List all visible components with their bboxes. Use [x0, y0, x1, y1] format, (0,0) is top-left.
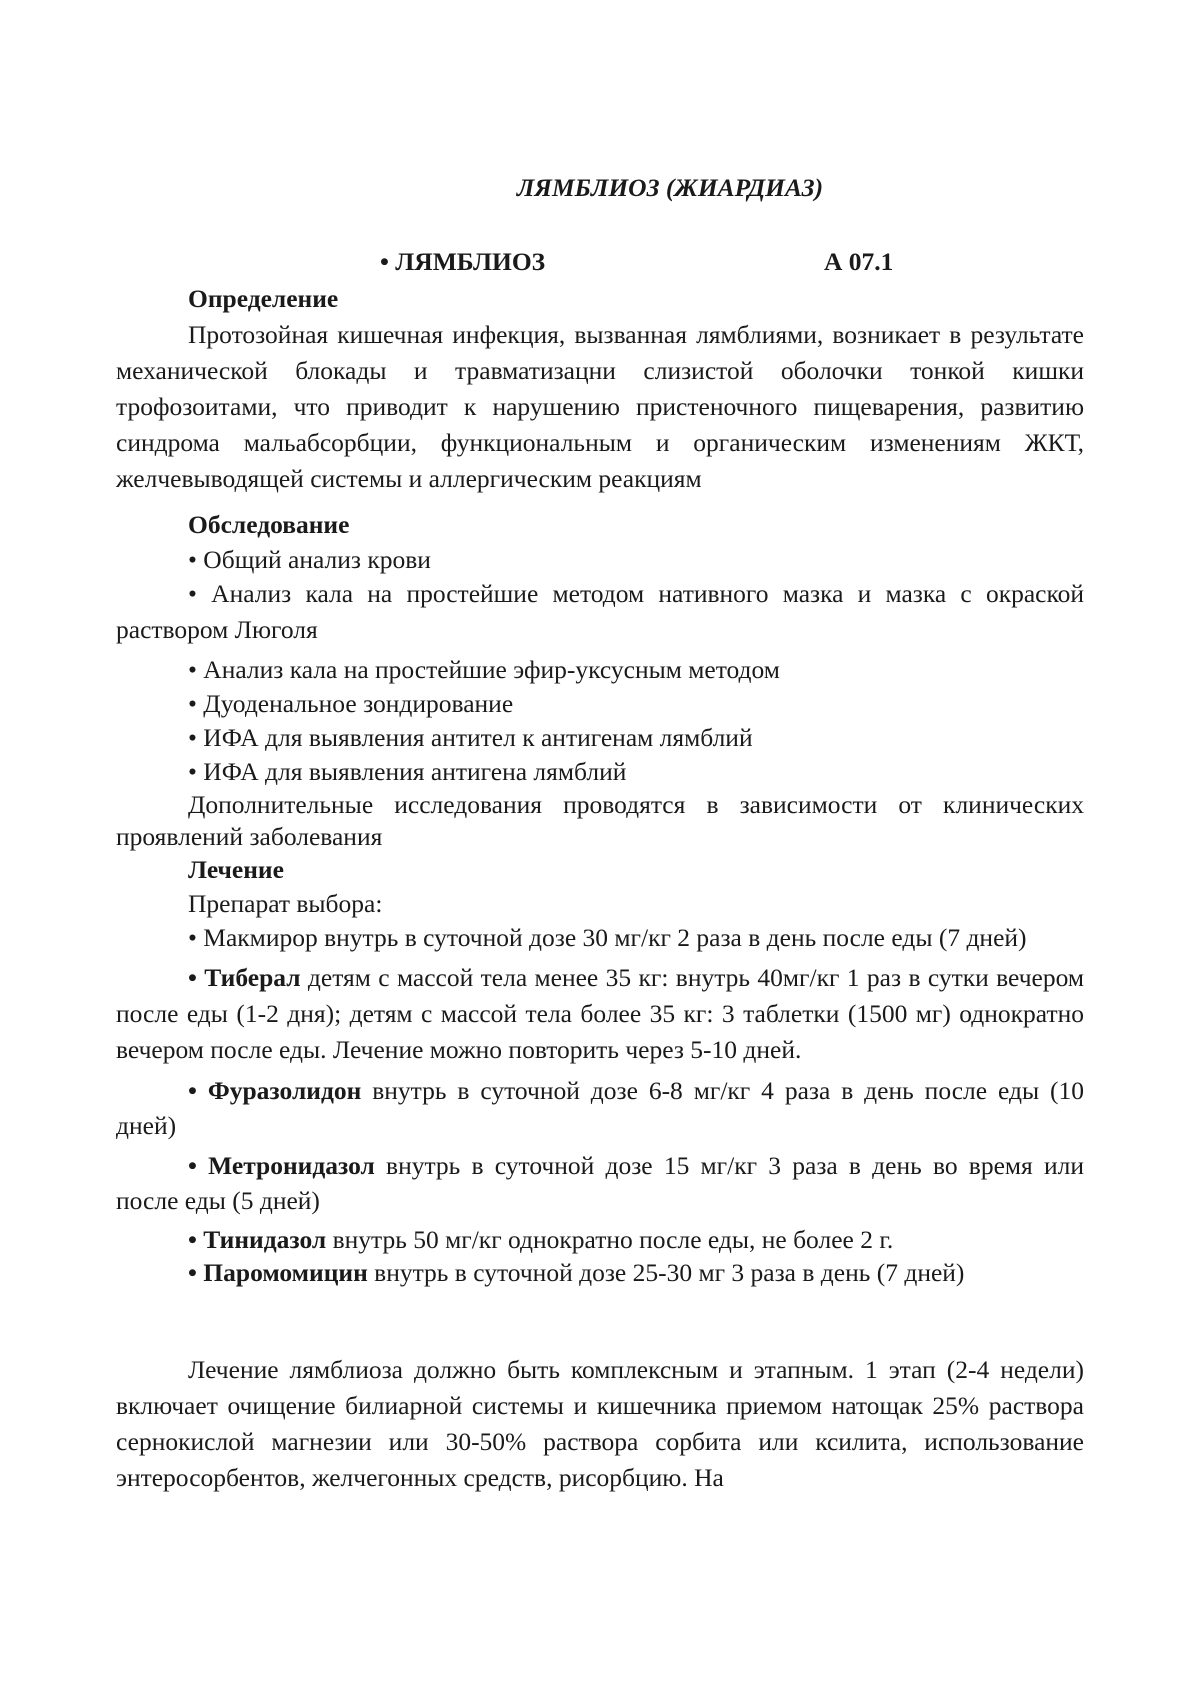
definition-text: Протозойная кишечная инфекция, вызванная лямблиями, возникает в результате механической блокады и травматизацни слизистой оболочки тонкой кишки трофозоитами, что приводит к нарушению пристеночного пищеварения, развитию синдрома мальабсорбции, функциональным и органическим изменениям ЖКТ, желчевыводящей системы и аллергическим реакциям [116, 320, 1084, 493]
document-page [116, 0, 1084, 1682]
drug-name: • Паромомицин [188, 1258, 368, 1287]
treatment-item: • Макмирор внутрь в суточной дозе 30 мг/кг 2 раза в день после еды (7 дней) [188, 923, 1027, 952]
exam-note: Дополнительные исследования проводятся в зависимости от клинических проявлений заболевания [116, 790, 1084, 851]
conclusion-text: Лечение лямблиоза должно быть комплексным и этапным. 1 этап (2-4 недели) включает очищение билиарной системы и кишечника приемом натощак 25% раствора сернокислой магнезии или 30-50% раствора сорбита или ксилита, использование энтеросорбентов, желчегонных средств, рисорбцию. На [116, 1355, 1084, 1492]
exam-item: • Анализ кала на простейшие эфир-уксусным методом [188, 655, 780, 684]
diagnosis-code: А 07.1 [824, 247, 894, 276]
exam-item: • ИФА для выявления антигена лямблий [188, 757, 627, 786]
drug-name: • Метронидазол [188, 1151, 375, 1180]
drug-text: внутрь 50 мг/кг однократно после еды, не более 2 г. [326, 1225, 894, 1254]
exam-item: • Дуоденальное зондирование [188, 689, 514, 718]
exam-item: • ИФА для выявления антител к антигенам лямблий [188, 723, 753, 752]
drug-tiberal [116, 960, 1084, 1068]
drug-name: • Тинидазол [188, 1225, 327, 1254]
drug-furazolidone [116, 1073, 1084, 1143]
definition-heading: Определение [188, 284, 339, 313]
treatment-intro: Препарат выбора: [188, 889, 383, 918]
definition-section [116, 281, 1084, 497]
examination-heading: Обследование [188, 510, 350, 539]
treatment-section [116, 852, 1084, 1289]
drug-name: • Тиберал [188, 963, 301, 992]
drug-tinidazole [116, 1223, 1084, 1257]
treatment-heading: Лечение [188, 855, 284, 884]
page-title: ЛЯМБЛИОЗ (ЖИАРДИАЗ) [516, 173, 824, 202]
drug-text: внутрь в суточной дозе 6-8 мг/кг 4 раза в день после еды (10 дней) [116, 1076, 1084, 1140]
drug-paromomycin [116, 1257, 1084, 1289]
drug-name: • Фуразолидон [188, 1076, 362, 1105]
conclusion-section [116, 1352, 1084, 1496]
drug-text: внутрь в суточной дозе 15 мг/кг 3 раза в день во время или после еды (5 дней) [116, 1151, 1084, 1215]
drug-text: внутрь в суточной дозе 25-30 мг 3 раза в день (7 дней) [367, 1258, 965, 1287]
examination-section [116, 507, 1084, 853]
exam-item: • Общий анализ крови [188, 545, 431, 574]
drug-text: детям с массой тела менее 35 кг: внутрь 40мг/кг 1 раз в сутки вечером после еды (1-2 дня); детям с массой тела более 35 кг: 3 таблетки (1500 мг) однократно вечером после еды. Лечение можно повторить через 5-10 дней. [116, 963, 1084, 1064]
diagnosis-name: • ЛЯМБЛИОЗ [380, 247, 546, 276]
drug-metronidazole [116, 1148, 1084, 1218]
exam-item: • Анализ кала на простейшие методом нативного мазка и мазка с окраской раствором Люголя [116, 579, 1084, 644]
